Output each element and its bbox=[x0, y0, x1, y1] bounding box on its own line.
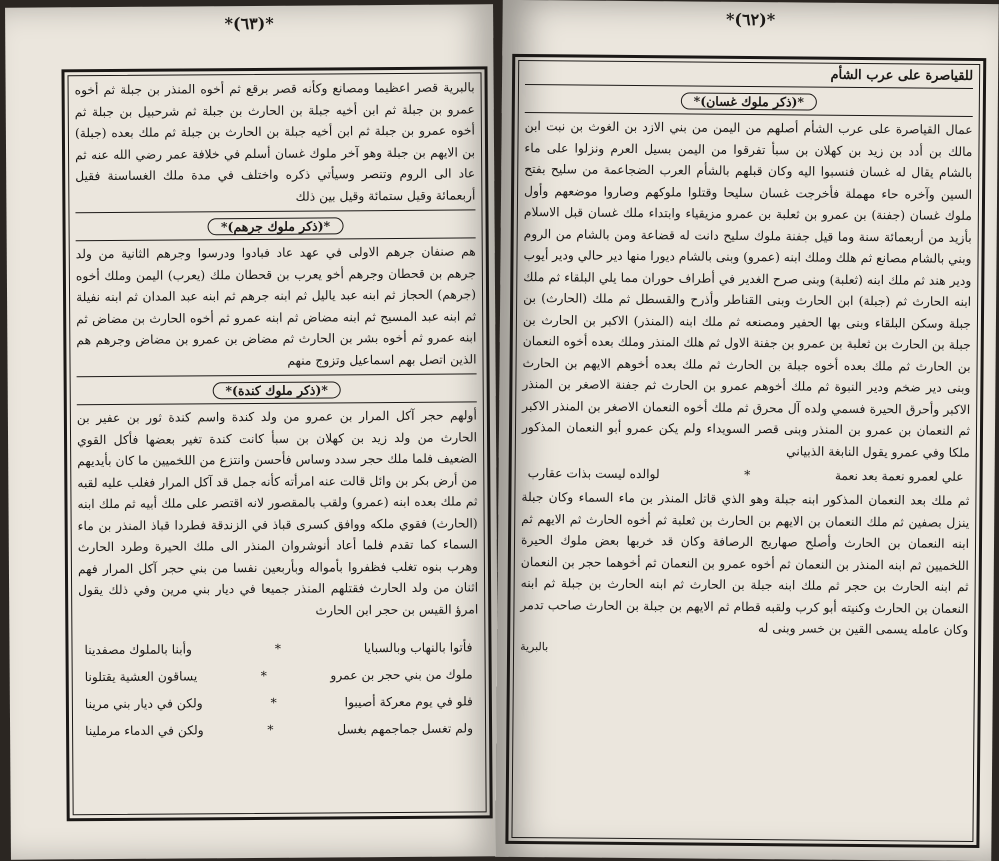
left-intro-paragraph: بالبرية قصر اعظيما ومصانع وكأنه قصر برقع ثم أخوه المنذر بن جبلة ثم أخوه عمرو بن جبلة ثم ابن أخيه جبلة بن الحارث بن جبلة ثم شرحبيل بن جبلة ثم أخوه عمرو بن جبلة ثم ابن أخيه جبلة بن الحارث بن جبلة ثم ملك بعده (جبلة) بن الايهم بن جبلة وهو آخر ملوك غسان أسلم في خلافة عمر رضي الله عنه ثم عاد الى الروم وتنصر وسيأتي ذكره واختلف في مدة ملك الغساسنة فقيل أربعمائة وقيل ستمائة وقيل بين ذلك bbox=[74, 80, 476, 204]
divider bbox=[75, 209, 475, 213]
divider bbox=[77, 401, 477, 405]
section-heading-jurhum: *(ذكر ملوك جرهم)* bbox=[75, 214, 475, 236]
nabigha-verse: علي لعمرو نعمة بعد نعمة * لوالده ليست بذات عقارب bbox=[527, 466, 964, 484]
left-text-frame bbox=[61, 66, 492, 821]
poem-verse: فأتوا بالنهاب وبالسبايا * وأبنا بالملوك مصفدينا bbox=[84, 640, 473, 658]
poem-verse: ملوك من بني حجر بن عمرو * يساقون العشية يقتلونا bbox=[84, 667, 473, 685]
left-page bbox=[5, 4, 499, 859]
catchword: بالبرية bbox=[520, 639, 549, 653]
divider bbox=[76, 237, 476, 241]
column-header: للقياصرة على عرب الشأم bbox=[830, 67, 974, 84]
section-heading-ghassan: *(ذكر ملوك غسان)* bbox=[525, 89, 973, 112]
poem-verse: ولم تغسل جماجمهم بغسل * ولكن في الدماء مرملينا bbox=[85, 721, 474, 739]
ghassan-paragraph-2: ثم ملك بعد النعمان المذكور ابنه جبلة وهو الذي قاتل المنذر بن ماء السماء وكان جبلة ينزل بصفين ثم ملك النعمان بن الايهم بن الحارث بن ثعلبة ثم أخوه الحارث ثم الايهم ثم ابنه النعمان بن الحارث وأصلح صهاريج الرصافة وكان قد خربها بعض ملوك الحيرة اللخميين ثم ابنه المنذر بن النعمان ثم أخوه عمرو بن النعمان ثم أخوهما حجر بن النعمان ثم ابنه الحارث بن حجر ثم ملك ابنه جبلة بن الحارث ثم ابنه الحارث بن جبلة ثم ابنه النعمان بن الحارث وكنيته أبو كرب ولقبه قطام ثم الايهم بن جبلة بن الحارث صاحب تدمر وكان عامله يسمى القين بن خسر وبنى له bbox=[520, 490, 970, 637]
kinda-paragraph: أولهم حجر آكل المرار بن عمرو من ولد كندة واسم كندة ثور بن عفير بن الحارث من ولد زيد بن كهلان بن سبأ كانت كندة تغير بعضها فأكل القوي الضعيف فلما ملك حجر سدد وساس فأحسن وانتزع من اللخميين ما كان بأيديهم من أرض بكر بن وائل قالت عنه امرأته كأنه جمل قد آكل المرار فغلب عليه لقبه ثم ملك بعده ابنه (عمرو) ولقب بالمقصور لانه اقتصر على ملك أبيه ثم ملك ابنه (الحارث) فقوي ملكه ووافق كسرى قباذ في الزندقة فطردا قباذ المنذر بن ماء السماء كما تقدم فلما أعاد أنوشروان المنذر الى ملك الحيرة وطرد الحارث وهرب بنوه تغلب فظفروا بأمواله وبأربعين نفسا من بني حجر آكل المرار فهم اثنان من ولد الحارث فقتلهم المنذر جميعا في ديار بني مرين وفي ذلك يقول امرؤ القيس بن حجر ابن الحارث bbox=[76, 408, 479, 618]
right-page-number: *(٦٢)* bbox=[725, 9, 776, 30]
poem-verse: فلو في يوم معركة أصيبوا * ولكن في ديار بني مرينا bbox=[84, 694, 473, 712]
right-page bbox=[495, 0, 998, 861]
jurhum-paragraph: هم صنفان جرهم الاولى في عهد عاد فبادوا ودرسوا وجرهم الثانية من ولد جرهم بن قحطان وجرهم أخو يعرب بن قحطان ملك (يعرب) اليمن وملك أخوه (جرهم) الحجاز ثم ابنه عبد ياليل ثم ابنه جرهم ثم ابنه عبد المدان ثم ابنه نفيلة ثم ابنه عبد المسيح ثم ابنه مضاض ثم ابنه عمرو ثم أخوه الحارث بن مضاض ثم ابنه عمرو ثم أخوه بشر بن الحارث ثم مضاض بن عمرو بن مضاض وجرهم هم الذين اتصل بهم اسماعيل وتزوج منهم bbox=[75, 244, 477, 368]
right-text-frame bbox=[505, 54, 986, 848]
ghassan-paragraph: عمال القياصرة على عرب الشأم أصلهم من اليمن من بني الازد بن الغوث بن نبت ابن مالك بن أدد بن زيد بن كهلان بن سبأ تفرقوا من اليمن بسيل العرم ونزلوا على ماء بالشام يقال له غسان فنسبوا اليه وكان قبلهم بالشأم العرب الضجاعمة من سليح بفتح السين وآخره حاء مهملة فأخرجت غسان سليحا وقتلوا ملوكهم وصاروا موضعهم وأول ملوك غسان (جفنة) بن عمرو بن ثعلبة بن عمرو مزيقياء وابتداء ملك غسان قبل الاسلام بأزيد من أربعمائة سنة وما قيل جفنة ملوك سليح دانت له قضاعة ومن بالشام من الروم وبني بالشام مصانع ثم هلك وملك ابنه (عمرو) وبنى بالشام ديورا منها دير حالي ودير أيوب ودير هند ثم ملك ابنه (ثعلبة) وبنى صرح الغدير في أطراف حوران مما يلي البلقاء ثم ملك ابنه الحارث ثم (جبلة) ابن الحارث وبنى القناطر وأذرح والقسطل ثم ملك (الحارث) بن جبلة وسكن البلقاء وبنى بها الحفير ومصنعه ثم ملك ابنه (المنذر) الاكبر بن الحارث بن جبلة بن الحارث بن ثعلبة بن عمرو بن جفنة الاول ثم هلك المنذر وملك بعده أخوه النعمان بن الحارث ثم ملك بعده أخوه جبلة بن الحارث ثم ملك بعده أخوهم الايهم بن الحارث وبنى دير ضخم ودير النبوة ثم ملك أخوهم عمرو بن الحارث ثم جفنة الاصغر بن المنذر الاكبر وأحرق الحيرة فسمي ولده آل محرق ثم ملك أخوه النعمان الاصغر بن المنذر الاكبر ثم النعمان بن عمرو بن المنذر وبنى قصر السويداء ولم يكن عمرو أبو النعمان المذكور ملكا وفي عمرو يقول النابغة الذبياني bbox=[521, 119, 973, 460]
divider bbox=[77, 373, 477, 377]
divider bbox=[525, 84, 973, 89]
section-heading-kinda: *(ذكر ملوك كندة)* bbox=[77, 378, 477, 400]
poem bbox=[78, 634, 479, 745]
left-page-number: *(٦٣)* bbox=[224, 13, 274, 34]
